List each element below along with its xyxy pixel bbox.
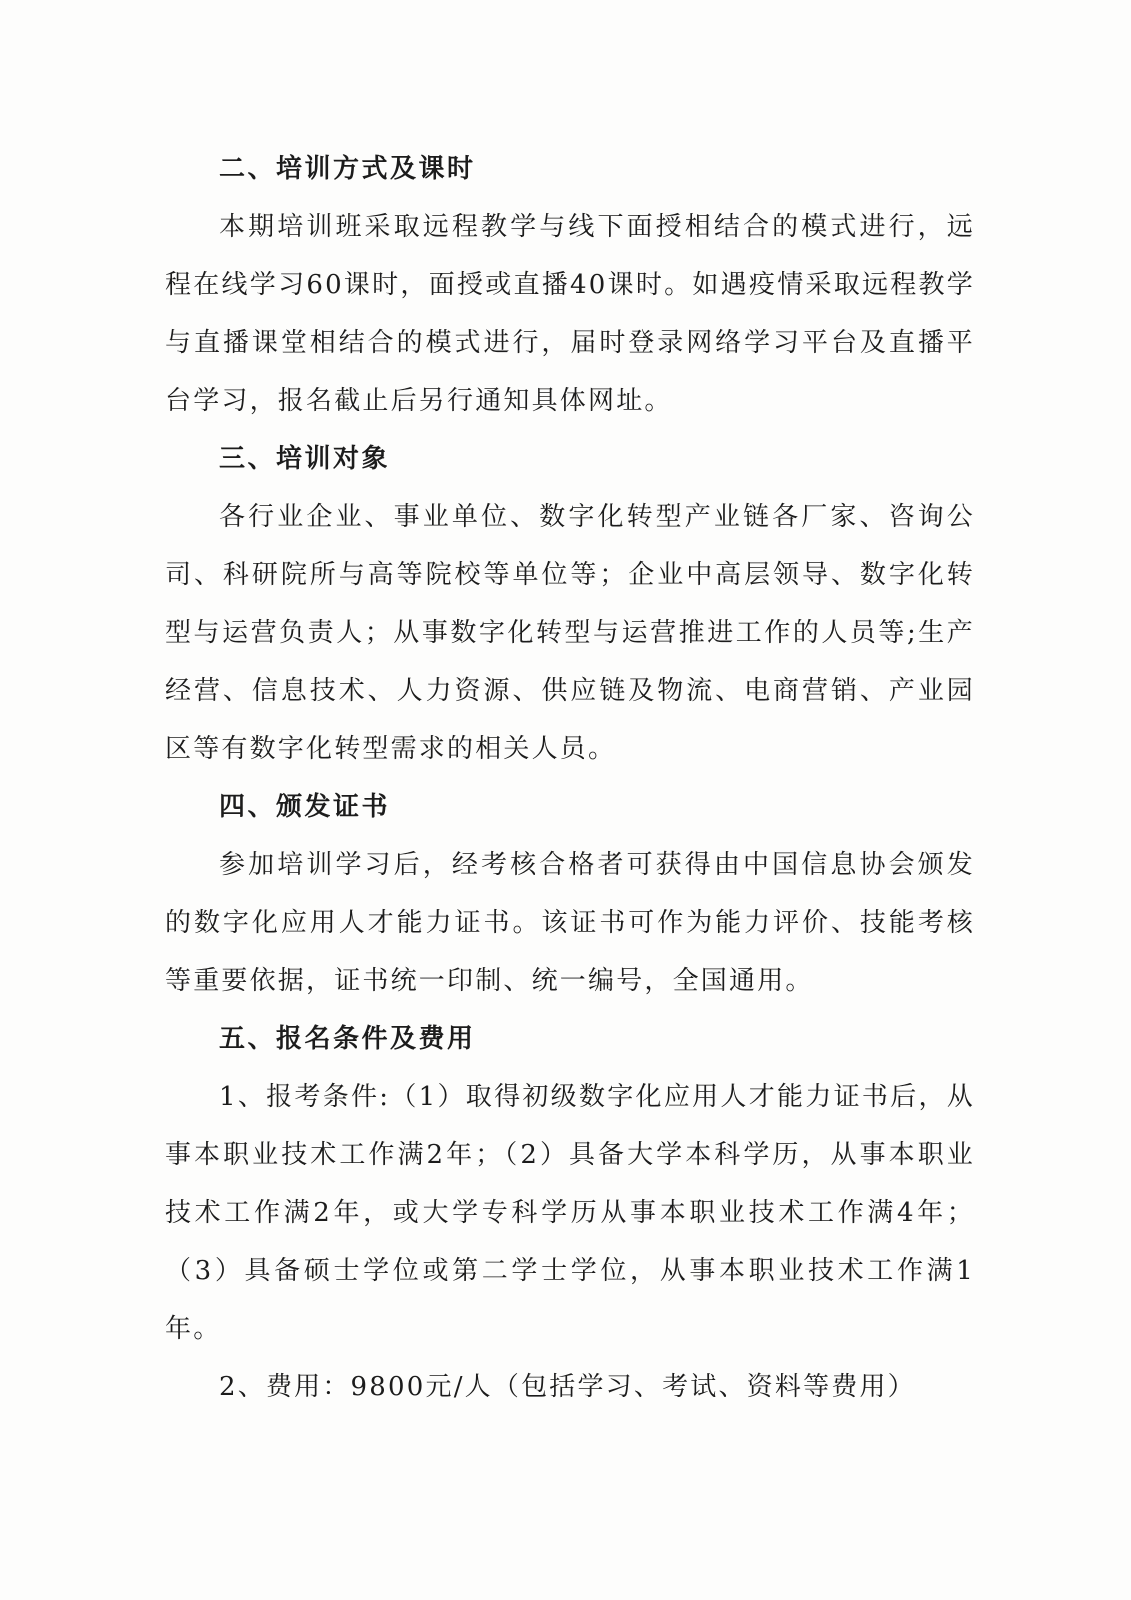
- section-heading: 二、培训方式及课时: [219, 154, 476, 184]
- section-training-method: [165, 140, 975, 430]
- document-body: [165, 140, 975, 1416]
- section-paragraph: 本期培训班采取远程教学与线下面授相结合的模式进行，远程在线学习60课时，面授或直播40课时。如遇疫情采取远程教学与直播课堂相结合的模式进行，届时登录网络学习平台及直播平台学习，报名截止后另行通知具体网址。: [165, 212, 975, 416]
- section-paragraph: 参加培训学习后，经考核合格者可获得由中国信息协会颁发的数字化应用人才能力证书。该证书可作为能力评价、技能考核等重要依据，证书统一印制、统一编号，全国通用。: [165, 850, 975, 996]
- section-registration: [165, 1010, 975, 1416]
- section-training-target: [165, 430, 975, 778]
- section-heading: 五、报名条件及费用: [219, 1024, 476, 1054]
- section-heading: 三、培训对象: [219, 444, 391, 474]
- section-certificate: [165, 778, 975, 1010]
- section-paragraph: 各行业企业、事业单位、数字化转型产业链各厂家、咨询公司、科研院所与高等院校等单位等；企业中高层领导、数字化转型与运营负责人；从事数字化转型与运营推进工作的人员等;生产经营、信息技术、人力资源、供应链及物流、电商营销、产业园区等有数字化转型需求的相关人员。: [165, 502, 975, 764]
- section-heading: 四、颁发证书: [219, 792, 391, 822]
- section-paragraph: 2、费用：9800元/人（包括学习、考试、资料等费用）: [219, 1372, 916, 1402]
- section-paragraph: 1、报考条件:（1）取得初级数字化应用人才能力证书后，从事本职业技术工作满2年；（2）具备大学本科学历，从事本职业技术工作满2年，或大学专科学历从事本职业技术工作满4年；（3）具备硕士学位或第二学士学位，从事本职业技术工作满1年。: [165, 1082, 975, 1344]
